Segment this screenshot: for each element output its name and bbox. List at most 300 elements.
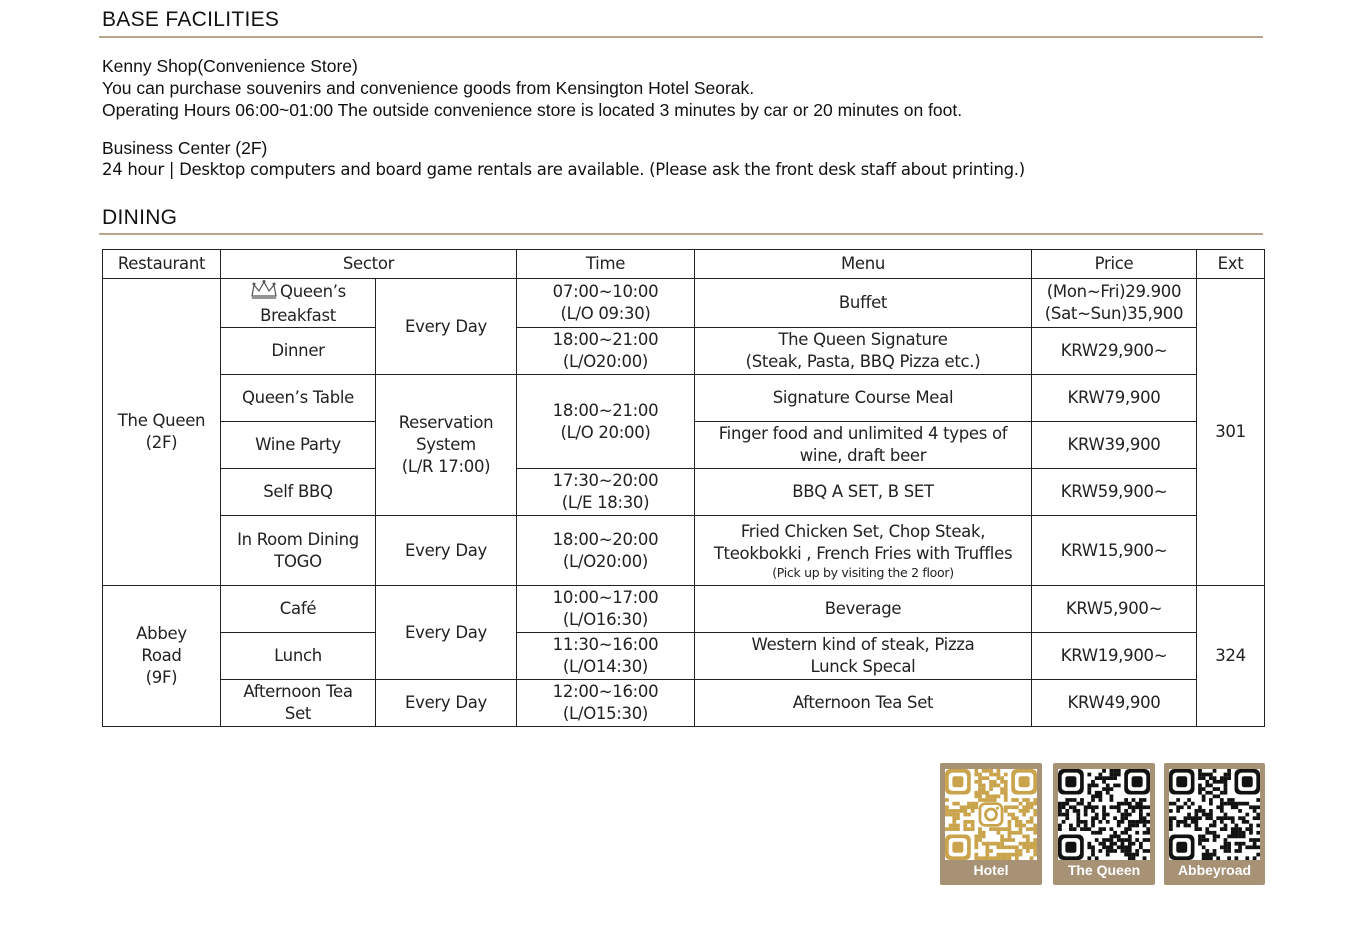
qr-module xyxy=(1209,809,1213,813)
qr-module xyxy=(982,784,986,788)
qr-module xyxy=(1198,809,1202,813)
qr-module xyxy=(1121,816,1125,820)
qr-module xyxy=(1124,813,1128,817)
qr-module xyxy=(1033,802,1037,806)
price-cell: KRW49,900 xyxy=(1032,680,1197,727)
qr-module xyxy=(974,791,978,795)
qr-module xyxy=(1004,845,1008,849)
qr-module xyxy=(1102,780,1106,784)
qr-module xyxy=(1110,835,1114,839)
qr-module xyxy=(1146,849,1150,853)
qr-module xyxy=(1205,856,1209,860)
qr-module xyxy=(1209,784,1213,788)
qr-module xyxy=(1213,824,1217,828)
qr-module xyxy=(1231,827,1235,831)
kenny-shop-name: Kenny Shop(Convenience Store) xyxy=(102,56,358,76)
qr-module xyxy=(1026,809,1030,813)
qr-module xyxy=(1187,824,1191,828)
qr-module xyxy=(974,838,978,842)
qr-module xyxy=(1169,802,1173,806)
header-sector: Sector xyxy=(221,250,517,279)
qr-module xyxy=(974,842,978,846)
qr-module xyxy=(993,794,997,798)
qr-module xyxy=(1033,813,1037,817)
qr-module xyxy=(1008,856,1012,860)
qr-module xyxy=(1004,787,1008,791)
qr-module xyxy=(1169,809,1173,813)
qr-module xyxy=(1026,798,1030,802)
qr-module xyxy=(1091,780,1095,784)
qr-module xyxy=(1022,798,1026,802)
qr-module xyxy=(993,773,997,777)
qr-module xyxy=(1004,856,1008,860)
qr-module xyxy=(1139,845,1143,849)
qr-module xyxy=(1194,813,1198,817)
qr-module xyxy=(1213,849,1217,853)
qr-module xyxy=(1110,798,1114,802)
qr-module xyxy=(1113,831,1117,835)
qr-module xyxy=(1113,773,1117,777)
qr-module xyxy=(1033,831,1037,835)
qr-module xyxy=(1184,820,1188,824)
qr-module xyxy=(1117,784,1121,788)
qr-module xyxy=(989,769,993,773)
qr-module xyxy=(1062,805,1066,809)
sector-cell: Dinner xyxy=(221,328,376,375)
qr-module xyxy=(989,842,993,846)
qr-module xyxy=(1202,856,1206,860)
qr-module xyxy=(1176,798,1180,802)
qr-module xyxy=(945,827,949,831)
qr-module xyxy=(1202,773,1206,777)
qr-module xyxy=(1231,798,1235,802)
qr-module xyxy=(982,842,986,846)
qr-module xyxy=(1242,816,1246,820)
qr-module xyxy=(978,787,982,791)
qr-module xyxy=(1139,820,1143,824)
qr-module xyxy=(1187,798,1191,802)
qr-module xyxy=(1235,849,1239,853)
qr-module xyxy=(1011,813,1015,817)
qr-module xyxy=(1205,827,1209,831)
qr-module xyxy=(985,776,989,780)
qr-module xyxy=(1033,849,1037,853)
qr-module xyxy=(1022,842,1026,846)
qr-module xyxy=(1202,845,1206,849)
qr-module xyxy=(1209,831,1213,835)
qr-module xyxy=(1235,835,1239,839)
qr-hotel[interactable] xyxy=(940,763,1042,885)
qr-module xyxy=(1205,838,1209,842)
qr-module xyxy=(1106,838,1110,842)
qr-module xyxy=(1015,831,1019,835)
qr-module xyxy=(1198,842,1202,846)
qr-module xyxy=(952,813,956,817)
qr-module xyxy=(1110,805,1114,809)
qr-module xyxy=(1238,809,1242,813)
menu-cell: Western kind of steak, Pizza Lunck Specal xyxy=(695,633,1032,680)
qr-module xyxy=(967,827,971,831)
qr-module xyxy=(960,805,964,809)
qr-module xyxy=(1095,838,1099,842)
qr-module xyxy=(978,856,982,860)
menu-cell: Afternoon Tea Set xyxy=(695,680,1032,727)
header-time: Time xyxy=(517,250,695,279)
qr-module xyxy=(1216,794,1220,798)
qr-module xyxy=(1117,809,1121,813)
qr-module xyxy=(1256,813,1260,817)
qr-module xyxy=(1069,824,1073,828)
qr-module xyxy=(1095,776,1099,780)
qr-module xyxy=(1139,805,1143,809)
qr-module xyxy=(1030,827,1034,831)
qr-module xyxy=(974,805,978,809)
qr-module xyxy=(1030,802,1034,806)
qr-module xyxy=(1022,824,1026,828)
qr-module xyxy=(1000,856,1004,860)
qr-code-image xyxy=(1169,769,1260,860)
qr-module xyxy=(1224,776,1228,780)
qr-module xyxy=(1121,849,1125,853)
qr-module xyxy=(1117,802,1121,806)
qr-module xyxy=(1062,802,1066,806)
qr-module xyxy=(1110,773,1114,777)
qr-module xyxy=(989,794,993,798)
qr-module xyxy=(1033,809,1037,813)
qr-module xyxy=(1198,827,1202,831)
qr-module xyxy=(982,791,986,795)
qr-module xyxy=(1069,798,1073,802)
qr-module xyxy=(1209,776,1213,780)
qr-module xyxy=(1015,845,1019,849)
qr-module xyxy=(1227,798,1231,802)
qr-module xyxy=(1135,820,1139,824)
qr-module xyxy=(1242,831,1246,835)
qr-module xyxy=(1242,842,1246,846)
qr-module xyxy=(985,856,989,860)
qr-module xyxy=(1095,816,1099,820)
dining-table xyxy=(102,249,1265,727)
qr-module xyxy=(1176,809,1180,813)
qr-module xyxy=(1011,831,1015,835)
qr-module xyxy=(1019,842,1023,846)
qr-module xyxy=(1011,845,1015,849)
qr-module xyxy=(1022,845,1026,849)
qr-module xyxy=(1202,809,1206,813)
qr-module xyxy=(1087,784,1091,788)
qr-module xyxy=(1000,787,1004,791)
qr-module xyxy=(1069,827,1073,831)
qr-module xyxy=(1256,831,1260,835)
qr-module xyxy=(974,794,978,798)
qr-module xyxy=(1102,805,1106,809)
qr-module xyxy=(1113,842,1117,846)
qr-module xyxy=(1091,805,1095,809)
sector-group-cell: Every Day xyxy=(376,680,517,727)
qr-module xyxy=(1187,805,1191,809)
qr-module xyxy=(1132,798,1136,802)
qr-module xyxy=(1087,802,1091,806)
qr-module xyxy=(1256,845,1260,849)
qr-module xyxy=(1091,820,1095,824)
qr-module xyxy=(1058,802,1062,806)
qr-module xyxy=(1019,802,1023,806)
qr-module xyxy=(1030,842,1034,846)
menu-cell: Buffet xyxy=(695,279,1032,328)
qr-module xyxy=(1098,827,1102,831)
qr-finder-pattern xyxy=(1176,842,1187,853)
qr-module xyxy=(1143,805,1147,809)
qr-module xyxy=(1143,831,1147,835)
qr-module xyxy=(974,769,978,773)
qr-module xyxy=(1220,798,1224,802)
qr-module xyxy=(1087,845,1091,849)
qr-module xyxy=(1135,849,1139,853)
qr-module xyxy=(1084,827,1088,831)
qr-module xyxy=(1256,853,1260,857)
qr-module xyxy=(1209,813,1213,817)
qr-module xyxy=(956,824,960,828)
qr-module xyxy=(1176,824,1180,828)
sector-cell: Lunch xyxy=(221,633,376,680)
qr-module xyxy=(1224,787,1228,791)
qr-module xyxy=(1249,838,1253,842)
qr-module xyxy=(1224,845,1228,849)
qr-module xyxy=(1076,824,1080,828)
qr-module xyxy=(993,827,997,831)
qr-module xyxy=(1106,813,1110,817)
qr-module xyxy=(949,809,953,813)
qr-module xyxy=(1238,845,1242,849)
qr-module xyxy=(1220,776,1224,780)
price-cell: KRW79,900 xyxy=(1032,375,1197,422)
qr-module xyxy=(956,813,960,817)
qr-module xyxy=(967,802,971,806)
qr-module xyxy=(1224,816,1228,820)
qr-module xyxy=(1224,813,1228,817)
qr-module xyxy=(1202,798,1206,802)
qr-module xyxy=(1143,798,1147,802)
sector-cell: Wine Party xyxy=(221,422,376,469)
section-divider xyxy=(99,233,1263,235)
menu-cell: Signature Course Meal xyxy=(695,375,1032,422)
qr-module xyxy=(1135,805,1139,809)
qr-module xyxy=(1224,773,1228,777)
qr-module xyxy=(1169,816,1173,820)
qr-module xyxy=(1019,824,1023,828)
qr-module xyxy=(1030,845,1034,849)
qr-module xyxy=(1253,845,1257,849)
qr-module xyxy=(997,794,1001,798)
qr-module xyxy=(1106,776,1110,780)
qr-module xyxy=(1106,787,1110,791)
qr-module xyxy=(1019,853,1023,857)
qr-module xyxy=(1008,827,1012,831)
qr-module xyxy=(989,827,993,831)
qr-module xyxy=(1124,827,1128,831)
qr-module xyxy=(1187,816,1191,820)
qr-module xyxy=(1015,798,1019,802)
qr-module xyxy=(978,831,982,835)
qr-abbeyroad[interactable] xyxy=(1164,763,1265,885)
qr-the-queen[interactable] xyxy=(1053,763,1155,885)
qr-module xyxy=(1065,816,1069,820)
qr-module xyxy=(1245,856,1249,860)
sector-cell: Afternoon Tea Set xyxy=(221,680,376,727)
qr-module xyxy=(1000,853,1004,857)
qr-module xyxy=(1106,853,1110,857)
qr-module xyxy=(1132,856,1136,860)
qr-module xyxy=(1194,827,1198,831)
qr-module xyxy=(1202,794,1206,798)
qr-module xyxy=(1213,835,1217,839)
qr-module xyxy=(1169,824,1173,828)
qr-module xyxy=(1004,853,1008,857)
qr-module xyxy=(1124,838,1128,842)
qr-module xyxy=(1102,809,1106,813)
qr-module xyxy=(1227,835,1231,839)
qr-module xyxy=(1220,820,1224,824)
qr-module xyxy=(1110,776,1114,780)
qr-module xyxy=(1216,856,1220,860)
qr-module xyxy=(1033,838,1037,842)
sector-cell: Queen’s Table xyxy=(221,375,376,422)
qr-module xyxy=(971,824,975,828)
qr-module xyxy=(1224,784,1228,788)
qr-module xyxy=(1015,849,1019,853)
qr-module xyxy=(1076,813,1080,817)
qr-module xyxy=(1091,784,1095,788)
qr-module xyxy=(1128,845,1132,849)
qr-module xyxy=(1113,769,1117,773)
qr-module xyxy=(1117,820,1121,824)
qr-module xyxy=(1176,820,1180,824)
qr-module xyxy=(1238,849,1242,853)
qr-module xyxy=(1128,805,1132,809)
qr-module xyxy=(974,853,978,857)
qr-module xyxy=(1216,835,1220,839)
qr-module xyxy=(974,845,978,849)
qr-module xyxy=(1004,780,1008,784)
qr-module xyxy=(985,791,989,795)
qr-module xyxy=(956,809,960,813)
qr-module xyxy=(1224,791,1228,795)
qr-module xyxy=(1000,838,1004,842)
qr-module xyxy=(989,787,993,791)
qr-module xyxy=(997,769,1001,773)
qr-module xyxy=(1245,813,1249,817)
qr-module xyxy=(1202,813,1206,817)
qr-module xyxy=(1015,853,1019,857)
qr-module xyxy=(1019,827,1023,831)
qr-module xyxy=(1238,816,1242,820)
qr-module xyxy=(1087,787,1091,791)
qr-module xyxy=(985,798,989,802)
qr-module xyxy=(1091,816,1095,820)
qr-module xyxy=(1026,849,1030,853)
qr-module xyxy=(1213,787,1217,791)
qr-module xyxy=(1139,798,1143,802)
qr-module xyxy=(1227,802,1231,806)
qr-module xyxy=(1132,842,1136,846)
qr-module xyxy=(1146,827,1150,831)
qr-module xyxy=(1235,827,1239,831)
qr-module xyxy=(997,856,1001,860)
section-divider xyxy=(99,36,1263,38)
qr-module xyxy=(1253,856,1257,860)
qr-module xyxy=(956,827,960,831)
qr-module xyxy=(1245,845,1249,849)
qr-module xyxy=(1022,805,1026,809)
qr-module xyxy=(982,787,986,791)
qr-module xyxy=(945,813,949,817)
qr-module xyxy=(1019,849,1023,853)
qr-label: Abbeyroad xyxy=(1177,862,1252,878)
qr-module xyxy=(1095,813,1099,817)
qr-module xyxy=(1110,842,1114,846)
qr-module xyxy=(1124,831,1128,835)
qr-module xyxy=(1011,816,1015,820)
qr-module xyxy=(1033,798,1037,802)
qr-module xyxy=(967,820,971,824)
qr-module xyxy=(1098,820,1102,824)
qr-module xyxy=(1235,802,1239,806)
qr-module xyxy=(1238,835,1242,839)
qr-module xyxy=(1216,805,1220,809)
qr-module xyxy=(1205,853,1209,857)
qr-module xyxy=(963,827,967,831)
qr-module xyxy=(1124,849,1128,853)
qr-module xyxy=(1132,809,1136,813)
qr-module xyxy=(974,856,978,860)
qr-module xyxy=(1224,802,1228,806)
qr-module xyxy=(1231,805,1235,809)
qr-module xyxy=(1245,820,1249,824)
qr-module xyxy=(1106,845,1110,849)
qr-module xyxy=(1062,813,1066,817)
menu-cell: BBQ A SET, B SET xyxy=(695,469,1032,516)
qr-module xyxy=(963,805,967,809)
time-cell: 10:00~17:00 (L/O16:30) xyxy=(517,586,695,633)
qr-module xyxy=(1139,809,1143,813)
qr-module xyxy=(1220,845,1224,849)
qr-module xyxy=(1198,769,1202,773)
qr-module xyxy=(1091,798,1095,802)
qr-module xyxy=(1087,791,1091,795)
table-row xyxy=(103,633,1265,680)
qr-module xyxy=(952,809,956,813)
qr-module xyxy=(1106,849,1110,853)
qr-module xyxy=(1076,820,1080,824)
qr-module xyxy=(963,813,967,817)
qr-module xyxy=(1113,805,1117,809)
qr-module xyxy=(1209,798,1213,802)
qr-module xyxy=(1132,853,1136,857)
qr-module xyxy=(1015,824,1019,828)
qr-module xyxy=(1187,813,1191,817)
qr-module xyxy=(967,813,971,817)
qr-module xyxy=(1004,798,1008,802)
qr-finder-pattern xyxy=(952,776,963,787)
qr-module xyxy=(1220,802,1224,806)
qr-module xyxy=(1224,827,1228,831)
qr-module xyxy=(978,773,982,777)
qr-module xyxy=(1238,831,1242,835)
qr-module xyxy=(1095,856,1099,860)
qr-module xyxy=(997,853,1001,857)
qr-module xyxy=(1198,773,1202,777)
qr-module xyxy=(1256,838,1260,842)
